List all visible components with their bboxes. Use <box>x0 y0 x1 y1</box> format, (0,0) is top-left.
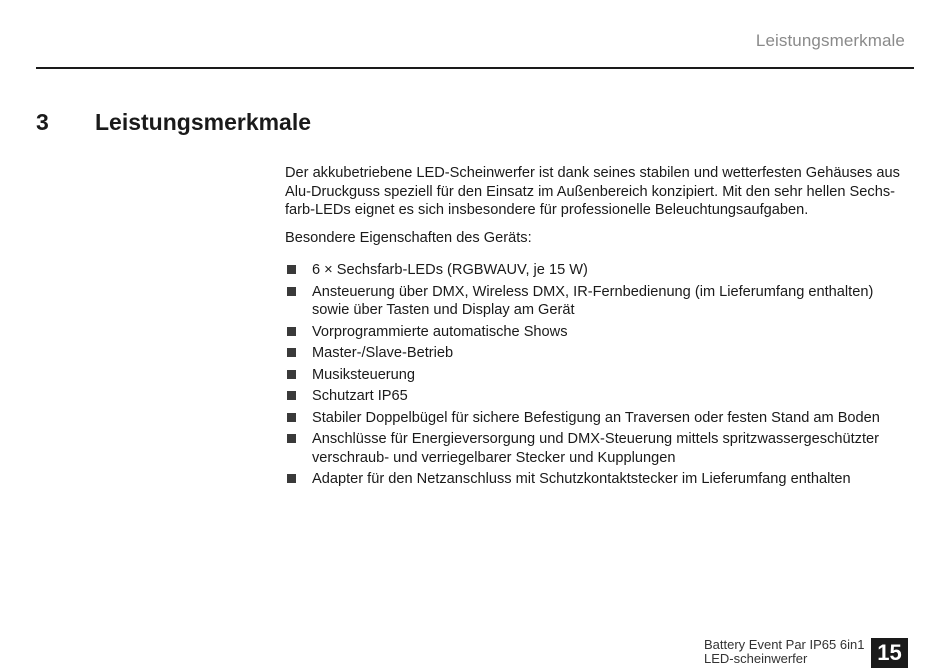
list-item <box>285 323 913 342</box>
section-body <box>285 164 913 492</box>
square-bullet-icon <box>287 434 296 443</box>
intro-paragraph: Der akkubetriebene LED-Scheinwerfer ist dank seines stabilen und wetterfesten Gehäuses aus Alu-Druckguss speziell für den Einsatz im Außenbereich konzipiert. Mit den sehr hellen Sechsfarb-LEDs eignet es sich insbesondere für professionelle Beleuchtungsaufgaben. <box>285 165 900 218</box>
list-item-text: Ansteuerung über DMX, Wireless DMX, IR-Fernbedienung (im Lieferumfang enthalten) sowie über Tasten und Display am Gerät <box>312 283 874 318</box>
list-item-text: Stabiler Doppelbügel für sichere Befestigung an Traversen oder festen Stand am Boden <box>312 409 880 426</box>
square-bullet-icon <box>287 370 296 379</box>
list-item <box>285 261 913 280</box>
list-item-text: Adapter für den Netzanschluss mit Schutzkontaktstecker im Lieferumfang enthalten <box>312 471 851 487</box>
list-item-text: Musiksteuerung <box>312 366 416 383</box>
section-heading <box>36 109 311 136</box>
footer-line-2: LED-scheinwerfer <box>704 651 808 666</box>
list-item-text: Schutzart IP65 <box>312 388 408 404</box>
footer-product-name <box>704 638 864 666</box>
square-bullet-icon <box>287 287 296 296</box>
list-item <box>285 430 913 467</box>
header-divider <box>36 67 914 69</box>
list-item <box>285 470 913 489</box>
section-number: 3 <box>36 109 49 135</box>
list-item-text: 6 × Sechsfarb-LEDs (RGBWAUV, je 15 W) <box>312 262 588 278</box>
list-item-text: Master-/Slave-Betrieb <box>312 345 454 361</box>
footer-line-1: Battery Event Par IP65 6in1 <box>704 637 865 652</box>
square-bullet-icon <box>287 474 296 483</box>
square-bullet-icon <box>287 391 296 400</box>
page-number: 15 <box>871 638 908 668</box>
features-lead-in: Besondere Eigenschaften des Geräts: <box>285 229 532 246</box>
square-bullet-icon <box>287 265 296 274</box>
section-title: Leistungsmerkmale <box>95 109 312 135</box>
list-item <box>285 344 913 363</box>
feature-list <box>285 261 913 489</box>
list-item <box>285 387 913 406</box>
square-bullet-icon <box>287 413 296 422</box>
list-item <box>285 283 913 320</box>
running-header: Leistungsmerkmale <box>755 31 905 50</box>
list-item <box>285 409 913 428</box>
square-bullet-icon <box>287 348 296 357</box>
list-item-text: Vorprogrammierte automatische Shows <box>312 323 568 340</box>
square-bullet-icon <box>287 327 296 336</box>
list-item-text: Anschlüsse für Energieversorgung und DMX-Steuerung mittels spritzwassergeschützter verschraub- und verriegelbarer Stecker und Kupplungen <box>312 431 879 466</box>
list-item <box>285 366 913 385</box>
